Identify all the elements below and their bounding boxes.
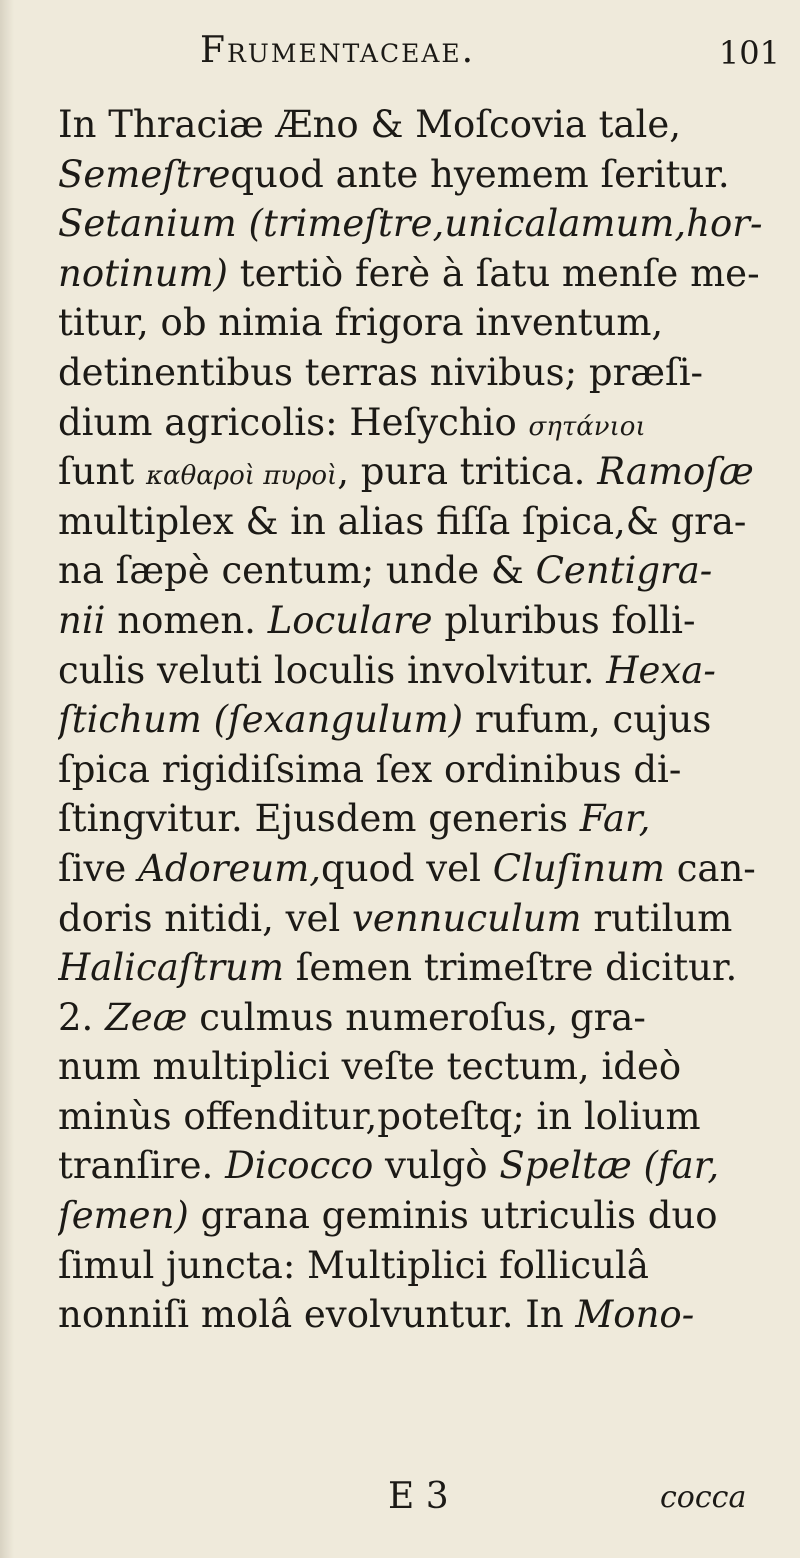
text-line <box>58 695 798 745</box>
text-span: tranſire. <box>58 1144 226 1188</box>
text-span: ſtingvitur. Ejusdem generis <box>58 797 580 841</box>
text-span: na ſæpè centum; unde & <box>58 549 536 593</box>
text-span: quod ante hyemem ſeritur. <box>230 152 730 196</box>
text-line <box>58 150 798 200</box>
italic-text-span: Halicaſtrum <box>58 946 284 990</box>
italic-text-span: nii <box>58 598 106 642</box>
page-number: 101 <box>718 34 780 72</box>
text-span: pluribus folli- <box>432 598 696 642</box>
text-span: minùs offenditur,poteſtq; in lolium <box>58 1094 701 1138</box>
text-span: dium agricolis: Heſychio <box>58 400 529 444</box>
catchword: cocca <box>660 1480 747 1515</box>
text-span: nonniſi molâ evolvuntur. In <box>58 1293 576 1337</box>
italic-text-span: Speltæ (far, <box>499 1144 720 1188</box>
italic-text-span: Centigra- <box>535 549 713 593</box>
italic-text-span: Dicocco <box>225 1144 374 1188</box>
text-line <box>58 1241 798 1291</box>
italic-text-span: Far, <box>579 797 651 841</box>
text-line <box>58 1191 798 1241</box>
text-span: ſpica rigidiſsima ſex ordinibus di- <box>58 747 682 791</box>
text-span: num multiplici veſte tectum, ideò <box>58 1045 682 1089</box>
text-span: vulgò <box>373 1144 500 1188</box>
text-span: can- <box>664 846 756 890</box>
italic-text-span: Mono- <box>575 1293 695 1337</box>
text-line <box>58 497 798 547</box>
greek-text-span: καθαροὶ πυροὶ <box>145 461 338 492</box>
italic-text-span: ſemen) <box>58 1194 189 1238</box>
page-footer <box>0 1476 800 1536</box>
text-span: , pura tritica. <box>337 450 598 494</box>
italic-text-span: Cluſinum <box>492 846 665 890</box>
text-span: ſive <box>58 846 139 890</box>
text-line <box>58 596 798 646</box>
text-span: nomen. <box>105 598 268 642</box>
text-line <box>58 100 798 150</box>
text-span: doris nitidi, vel <box>58 896 353 940</box>
text-line <box>58 894 798 944</box>
text-line <box>58 794 798 844</box>
text-line <box>58 1290 798 1340</box>
italic-text-span: Setanium (trimeſtre,unicalamum,hor- <box>58 202 763 246</box>
text-span: quod vel <box>321 846 493 890</box>
text-span: rutilum <box>581 896 733 940</box>
text-span: ſunt <box>58 450 146 494</box>
italic-text-span: Hexa- <box>606 648 716 692</box>
text-line <box>58 993 798 1043</box>
italic-text-span: vennuculum <box>352 896 582 940</box>
text-line <box>58 646 798 696</box>
text-line <box>58 745 798 795</box>
text-line <box>58 1042 798 1092</box>
text-span: 2. <box>58 995 106 1039</box>
text-span: titur, ob nimia frigora inventum, <box>58 301 664 345</box>
text-span: tertiò ferè à ſatu menſe me- <box>228 251 760 295</box>
text-line <box>58 844 798 894</box>
text-line <box>58 398 798 448</box>
page-header <box>200 30 780 80</box>
text-span: ſemen trimeſtre dicitur. <box>283 946 738 990</box>
text-span: ſimul juncta: Multiplici folliculâ <box>58 1243 649 1287</box>
italic-text-span: ſtichum (ſexangulum) <box>58 698 464 742</box>
text-line <box>58 199 798 249</box>
text-span: rufum, cujus <box>463 698 712 742</box>
page-gutter-shadow <box>0 0 14 1558</box>
running-title: Frumentaceae. <box>200 30 476 71</box>
text-span: culmus numeroſus, gra- <box>187 995 646 1039</box>
text-span: grana geminis utriculis duo <box>188 1194 718 1238</box>
text-line <box>58 943 798 993</box>
text-span: culis veluti loculis involvitur. <box>58 648 607 692</box>
italic-text-span: notinum) <box>58 251 228 295</box>
text-line <box>58 298 798 348</box>
italic-text-span: Ramoſæ <box>597 450 754 494</box>
text-span: In Thraciæ Æno & Moſcovia tale, <box>58 103 681 146</box>
text-span: multiplex & in alias fiſſa ſpica,& gra- <box>58 499 747 543</box>
italic-text-span: Loculare <box>267 598 433 642</box>
text-line <box>58 348 798 398</box>
text-line <box>58 447 798 497</box>
italic-text-span: Adoreum, <box>138 846 322 890</box>
italic-text-span: Zeæ <box>105 995 188 1039</box>
text-line <box>58 546 798 596</box>
greek-text-span: σητάνιοι <box>528 411 646 442</box>
body-text <box>58 100 798 1340</box>
signature-mark: E 3 <box>388 1476 449 1517</box>
text-line <box>58 249 798 299</box>
text-span: detinentibus terras nivibus; præſi- <box>58 350 704 394</box>
text-line <box>58 1141 798 1191</box>
italic-text-span: Semeſtre <box>58 152 231 196</box>
text-line <box>58 1092 798 1142</box>
